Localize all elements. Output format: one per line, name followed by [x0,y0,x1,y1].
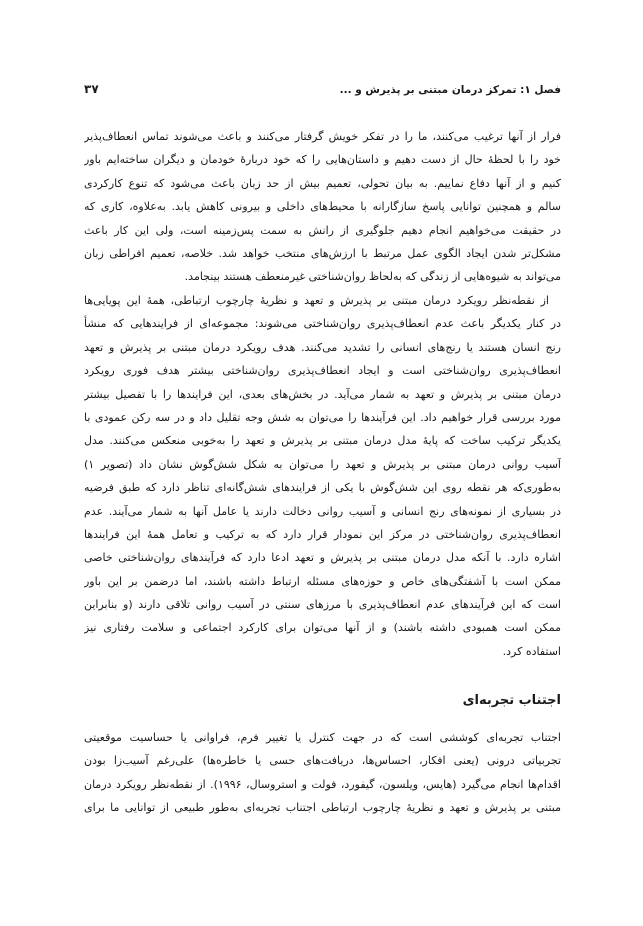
text-line: از نقطه‌نظر رویکرد درمان مبتنی بر پذیرش و تعهد و نظریهٔ چارچوب ارتباطی، همهٔ این پویایی‌ها [84,294,549,307]
text-line: در کنار یکدیگر باعث عدم انعطاف‌پذیری روان‌شناختی می‌شوند: مجموعه‌ای از فرایندهایی که منشأ [84,317,561,331]
text-line: اشاره دارد. با آنکه مدل درمان مبتنی بر پذیرش و تعهد ادعا دارد که فرآیندهای روان‌شناختی خاصی [84,551,561,565]
text-line: استفاده کرد. [502,644,561,658]
paragraph-3 [84,726,561,820]
text-line: انعطاف‌پذیری روان‌شناختی در مرکز این نمودار قرار دارد که به ترکیب و تعامل همهٔ این فرایندها [84,527,561,541]
text-line: درمان مبتنی بر پذیرش و تعهد به شمار می‌آید. در بخش‌های بعدی، این فرایندها را با تفصیل بیشتر [84,387,561,401]
text-line: آسیب روانی درمان مبتنی بر پذیرش و تعهد را می‌توان به شکل شش‌گوش نشان داد (تصویر ۱) [84,457,561,471]
text-line: مبتنی بر پذیرش و تعهد و نظریهٔ چارچوب ارتباطی اجتناب تجربه‌ای به‌طور طبیعی از توانایی ما برای [84,801,561,815]
text-line: در حقیقت می‌خواهیم انجام دهیم جلوگیری از رانش به سمت پس‌زمینه است، ولی این کار باعث [84,223,561,237]
text-line: انعطاف‌پذیری روان‌شناختی است و ایجاد انعطاف‌پذیری روان‌شناختی بیشتر هدف فوری رویکرد [84,364,561,378]
text-line: تجربیاتی درونی (یعنی افکار، احساس‌ها، دریافت‌های حسی یا خاطره‌ها) علی‌رغم آسیب‌زا بودن [84,754,561,768]
text-line: است که این فرآیندهای عدم انعطاف‌پذیری با مرزهای سنتی در آسیب روانی تلاقی دارند (و بنابراین [84,598,561,612]
text-line: رنج انسان هستند یا رنج‌های انسانی را تشدید می‌کنند. هدف رویکرد درمان مبتنی بر پذیرش و تعهد [84,340,561,354]
text-line: سالم و همچنین توانایی پاسخ سازگارانه با محیط‌های داخلی و بیرونی کاهش یابد. به‌علاوه، کاری که [84,200,561,214]
text-line: ممکن است با آشفتگی‌های خاص و حوزه‌های مسئله ارتباط داشته باشند، اما درضمن بر این باور [84,574,561,588]
text-line: اجتناب تجربه‌ای کوششی است که در جهت کنترل یا تغییر فرم، فراوانی یا حساسیت موقعیتی [84,731,561,744]
paragraph-2 [84,289,561,663]
page-number: ۳۷ [84,82,99,96]
text-line: فرار از آنها ترغیب می‌کنند، ما را در تفکر خویش گرفتار می‌کنند و باعث می‌شوند تماس انعطاف‌پذیر [84,130,561,143]
running-title: فصل ۱: تمرکز درمان مبتنی بر پذیرش و ... [339,84,561,96]
text-line: می‌تواند به شیوه‌هایی از زندگی که به‌لحاظ روان‌شناختی غیرمنعطف هستند بینجامد. [184,270,561,284]
text-line: به‌طوری‌که هر نقطه روی این شش‌گوش با یکی از فرایندهای شش‌گانه‌ای تناظر دارد که طبق فرضیه [84,481,561,495]
running-head [84,82,561,102]
text-line: کنیم و از آنها دفاع نماییم. به بیان تحولی، تعمیم بیش از حد زبان باعث می‌شود که تنوع کارکردی [84,176,561,190]
text-line: یکدیگر ترکیب ساخت که پایهٔ مدل درمان مبتنی بر پذیرش و تعهد را به‌خوبی منعکس می‌کنند. مدل [84,434,561,448]
text-line: ممکن است همبودی داشته باشند) و از آنها می‌توان برای کارکرد اجتماعی و سلامت رفتاری نیز [84,621,561,635]
section-heading: اجتناب تجربه‌ای [462,693,561,708]
text-line: مورد بررسی قرار خواهیم داد. این فرآیندها را می‌توان به شش وجه تقلیل داد و در سه رکن عمودی با [84,410,561,424]
text-line: خود را با لحظهٔ حال از دست دهیم و داستان‌هایی را که خود دربارهٔ خودمان و دیگران ساخته‌ایم باور [84,153,561,167]
text-line: اقدام‌ها انجام می‌گیرد (هایس، ویلسون، گیفورد، فولت و استروسال، ۱۹۹۶). از نقطه‌نظر رویکرد درمان [84,777,561,791]
paragraph-1 [84,125,561,289]
text-line: مشکل‌تر شدن ایجاد الگوی عمل مرتبط با ارزش‌های منتخب خواهد شد. خلاصه، تعمیم افراطی زبان [84,246,561,260]
text-line: در بسیاری از نمونه‌های رنج انسانی و آسیب روانی دخالت دارند یا عامل آنها به شمار می‌آیند. عدم [84,504,561,518]
